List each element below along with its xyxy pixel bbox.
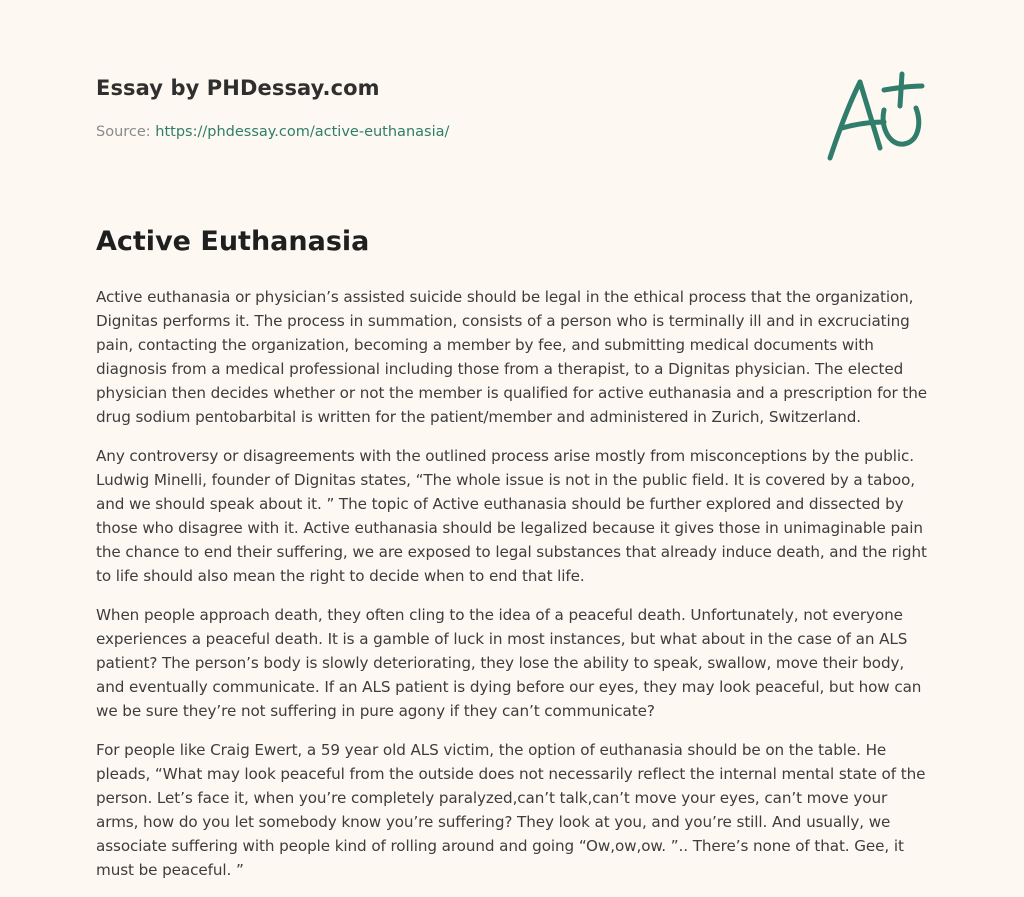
document-title: Active Euthanasia — [96, 226, 370, 257]
a-plus-logo-icon — [822, 66, 932, 166]
source-label: Source: — [96, 124, 156, 140]
document-body — [96, 285, 932, 897]
paragraph: When people approach death, they often cling to the idea of a peaceful death. Unfortunately, not everyone experiences a peaceful death. It is a gamble of luck in most instances, but what about in the case of an ALS patient? The person’s body is slowly deteriorating, they lose the ability to speak, swallow, move their body, and eventually communicate. If an ALS patient is dying before our eyes, they may look peaceful, but how can we be sure they’re not suffering in pure agony if they can’t communicate? — [96, 606, 922, 720]
paragraph: Active euthanasia or physician’s assisted suicide should be legal in the ethical process that the organization, Dignitas performs it. The process in summation, consists of a person who is terminally ill and in excruciating pain, contacting the organization, becoming a member by fee, and submitting medical documents with diagnosis from a medical professional including those from a therapist, to a Dignitas physician. The elected physician then decides whether or not the member is qualified for active euthanasia and a prescription for the drug sodium pentobarbital is written for the patient/member and administered in Zurich, Switzerland. — [96, 288, 928, 426]
site-title: Essay by PHDessay.com — [96, 76, 380, 100]
source-link[interactable]: https://phdessay.com/active-euthanasia/ — [155, 124, 450, 140]
paragraph: For people like Craig Ewert, a 59 year old ALS victim, the option of euthanasia should be on the table. He pleads, “What may look peaceful from the outside does not necessarily reflect the internal mental state of the person. Let’s face it, when you’re completely paralyzed,can’t talk,can’t move your eyes, can’t move your arms, how do you let somebody know you’re suffering? They look at you, and you’re still. And usually, we associate suffering with people kind of rolling around and going “Ow,ow,ow. ”.. There’s none of that. Gee, it must be peaceful. ” — [96, 741, 926, 879]
source-line — [96, 124, 449, 140]
paragraph: Any controversy or disagreements with the outlined process arise mostly from misconceptions by the public. Ludwig Minelli, founder of Dignitas states, “The whole issue is not in the public field. It is covered by a taboo, and we should speak about it. ” The topic of Active euthanasia should be further explored and dissected by those who disagree with it. Active euthanasia should be legalized because it gives those in unimaginable pain the chance to end their suffering, we are exposed to legal substances that already induce death, and the right to life should also mean the right to decide when to end that life. — [96, 447, 927, 585]
